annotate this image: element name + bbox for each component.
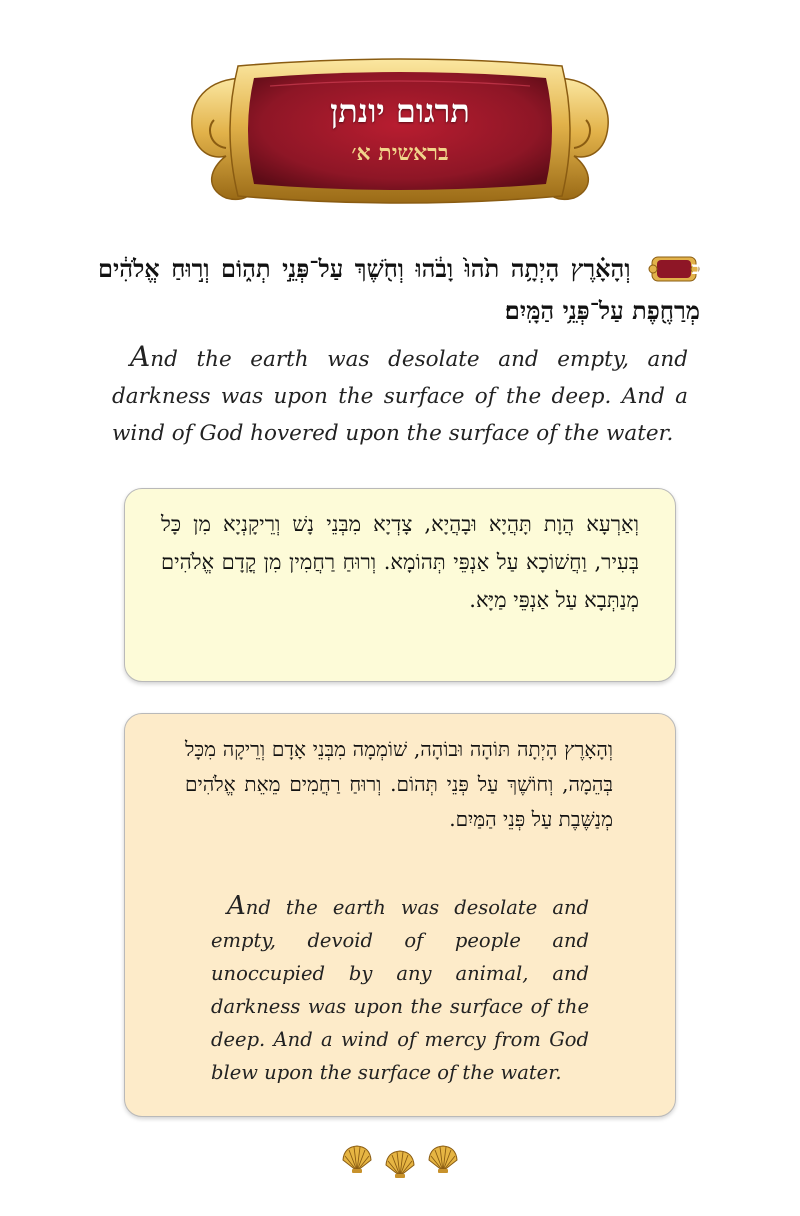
targum-hebrew-text: וְהָאָרֶץ הָיְתָה תּוֹהָה וּבוֹהָה, שׁוֹמְמָה מִבְּנֵי אָדָם וְרֵיקָה מִכָּל בְּהֵמָה, וְחוֹשֶׁךְ עַל פְּנֵי תְּהוֹם. וְרוּחַ רַחֲמִים מֵאֵת אֱלֹהִים מְנַשֶּׁבֶת עַל פְּנֵי הַמַּיִם.: [185, 737, 613, 831]
footer-ornament: [340, 1144, 460, 1180]
page-title: תרגום יונתן: [330, 92, 470, 130]
shell-icon: [426, 1144, 460, 1174]
verse-english-translation: And the earth was desolate and empty, and darkness was upon the surface of the deep. And a wind of God hovered upon the surface of the water.: [112, 340, 688, 446]
shell-icon: [340, 1144, 374, 1174]
shell-icon: [383, 1149, 417, 1179]
header-banner: [186, 56, 614, 206]
targum-aramaic-text: וְאַרְעָא הֲוָת תָּהֲיָא וּבָהֲיָא, צָדְיָא מִבְּנֵי נָשׁ וְרֵיקָנְיָא מִן כָּל בְּעִיר, וַחֲשׁוֹכָא עַל אַנְפֵּי תְּהוֹמָא. וְרוּחַ רַחֲמִין מִן קֳדָם אֱלֹהִים מְנַתְּבָא עַל אַנְפֵּי מַיָּא.: [161, 512, 639, 612]
verse-hebrew-block: [98, 248, 700, 332]
targum-translation-box: [124, 713, 676, 1117]
targum-aramaic-box: [124, 488, 676, 682]
targum-english-text: And the earth was desolate and empty, devoid of people and unoccupied by any animal, and darkness was upon the surface of the deep. And a wind of mercy from God blew upon the surface of the water.: [211, 891, 589, 1084]
verse-number: ב: [691, 258, 700, 279]
page-subtitle: בראשית א׳: [351, 140, 449, 166]
verse-number-badge: [648, 254, 700, 284]
scroll-banner-graphic: [186, 56, 614, 206]
verse-hebrew-text: וְהָאָ֗רֶץ הָיְתָ֥ה תֹ֙הוּ֙ וָבֹ֔הוּ וְחֹ֖שֶׁךְ עַל־פְּנֵ֣י תְה֑וֹם וְר֣וּחַ אֱלֹהִ֔ים מְרַחֶ֖פֶת עַל־פְּנֵ֥י הַמָּֽיִם׃: [98, 254, 700, 325]
